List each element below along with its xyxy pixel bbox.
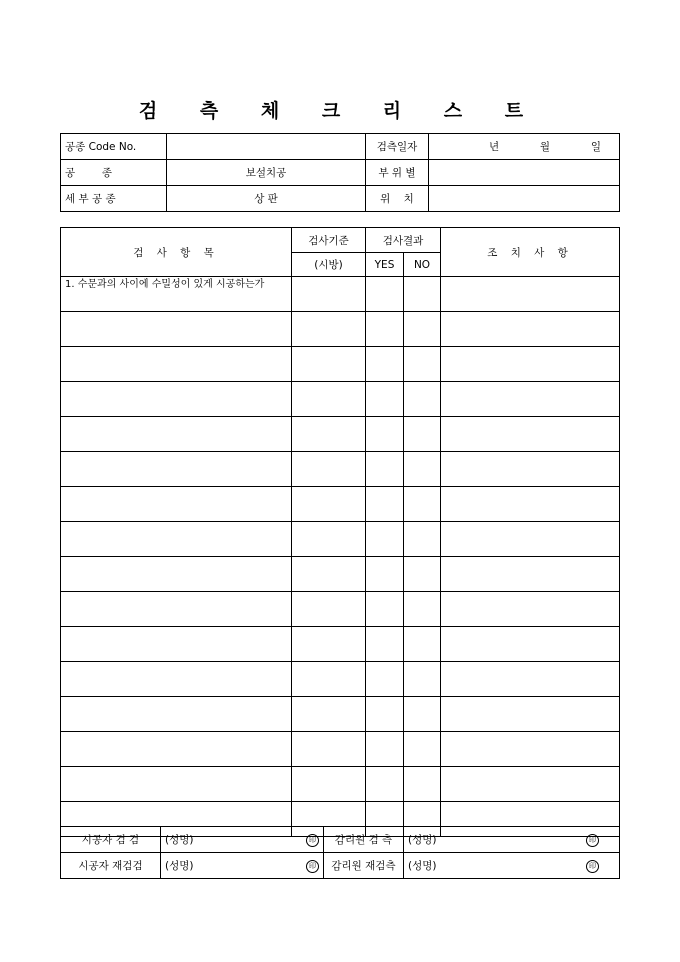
date-value[interactable] [429, 134, 620, 160]
supervisor-inspect-label: 감리원 검 측 [324, 827, 404, 853]
signature-table [60, 826, 620, 879]
code-value[interactable] [167, 134, 366, 160]
date-month: 월 [539, 141, 551, 153]
code-label: 공종 Code No. [61, 134, 167, 160]
name-placeholder: (성명) [408, 860, 437, 872]
col-yes-header: YES [366, 253, 404, 277]
contractor-reinspect-label: 시공자 재검검 [61, 853, 161, 879]
yes-cell[interactable] [366, 417, 404, 452]
standard-cell[interactable] [292, 627, 366, 662]
table-row [61, 312, 620, 347]
action-cell[interactable] [441, 627, 620, 662]
col-result-header: 검사결과 [366, 228, 441, 253]
action-cell[interactable] [441, 277, 620, 312]
location-value[interactable] [429, 186, 620, 212]
col-action-header: 조 치 사 항 [441, 228, 620, 277]
no-cell[interactable] [404, 662, 441, 697]
contractor-reinspect-sign[interactable] [161, 853, 324, 879]
action-cell[interactable] [441, 417, 620, 452]
item-text[interactable]: 1. 수문과의 사이에 수밀성이 있게 시공하는가 [61, 277, 292, 312]
yes-cell[interactable] [366, 382, 404, 417]
action-cell[interactable] [441, 557, 620, 592]
table-row [61, 592, 620, 627]
standard-cell[interactable] [292, 697, 366, 732]
action-cell[interactable] [441, 382, 620, 417]
action-cell[interactable] [441, 592, 620, 627]
action-cell[interactable] [441, 312, 620, 347]
supervisor-reinspect-sign[interactable] [404, 853, 620, 879]
yes-cell[interactable] [366, 697, 404, 732]
action-cell[interactable] [441, 487, 620, 522]
no-cell[interactable] [404, 697, 441, 732]
detail-label: 세 부 공 종 [61, 186, 167, 212]
col-item-header: 검 사 항 목 [61, 228, 292, 277]
supervisor-reinspect-label: 감리원 재검측 [324, 853, 404, 879]
item-text[interactable] [61, 452, 292, 487]
part-label: 부 위 별 [366, 160, 429, 186]
contractor-inspect-sign[interactable] [161, 827, 324, 853]
name-placeholder: (성명) [408, 834, 437, 846]
table-row [61, 452, 620, 487]
header-info-table [60, 133, 620, 212]
item-text[interactable] [61, 522, 292, 557]
standard-cell[interactable] [292, 662, 366, 697]
inspection-table [60, 227, 620, 837]
part-value[interactable] [429, 160, 620, 186]
no-cell[interactable] [404, 312, 441, 347]
item-text[interactable] [61, 592, 292, 627]
name-placeholder: (성명) [165, 834, 194, 846]
no-cell[interactable] [404, 767, 441, 802]
yes-cell[interactable] [366, 487, 404, 522]
table-row [61, 732, 620, 767]
standard-cell[interactable] [292, 767, 366, 802]
item-text[interactable] [61, 487, 292, 522]
yes-cell[interactable] [366, 522, 404, 557]
seal-icon: 印 [586, 860, 599, 873]
table-row [61, 557, 620, 592]
yes-cell[interactable] [366, 312, 404, 347]
date-label: 검측일자 [366, 134, 429, 160]
table-row [61, 277, 620, 312]
col-no-header: NO [404, 253, 441, 277]
standard-cell[interactable] [292, 312, 366, 347]
page-title: 검 측 체 크 리 스 트 [138, 100, 542, 122]
no-cell[interactable] [404, 732, 441, 767]
table-row [61, 382, 620, 417]
item-text[interactable] [61, 382, 292, 417]
seal-icon: 印 [586, 834, 599, 847]
yes-cell[interactable] [366, 627, 404, 662]
work-value[interactable]: 보설치공 [167, 160, 366, 186]
yes-cell[interactable] [366, 592, 404, 627]
action-cell[interactable] [441, 697, 620, 732]
action-cell[interactable] [441, 522, 620, 557]
item-text[interactable] [61, 627, 292, 662]
action-cell[interactable] [441, 662, 620, 697]
seal-icon: 印 [306, 860, 319, 873]
yes-cell[interactable] [366, 732, 404, 767]
action-cell[interactable] [441, 452, 620, 487]
item-text[interactable] [61, 312, 292, 347]
yes-cell[interactable] [366, 452, 404, 487]
yes-cell[interactable] [366, 767, 404, 802]
item-text[interactable] [61, 417, 292, 452]
standard-cell[interactable] [292, 592, 366, 627]
date-year: 년 [489, 141, 500, 153]
standard-cell[interactable] [292, 277, 366, 312]
item-text[interactable] [61, 347, 292, 382]
item-text[interactable] [61, 732, 292, 767]
no-cell[interactable] [404, 277, 441, 312]
table-row [61, 487, 620, 522]
item-text[interactable] [61, 557, 292, 592]
standard-cell[interactable] [292, 347, 366, 382]
col-standard-header-2: (시방) [292, 253, 366, 277]
col-standard-header-1: 검사기준 [292, 228, 366, 253]
detail-value[interactable]: 상 판 [167, 186, 366, 212]
item-text[interactable] [61, 662, 292, 697]
standard-cell[interactable] [292, 487, 366, 522]
standard-cell[interactable] [292, 557, 366, 592]
seal-icon: 印 [306, 834, 319, 847]
no-cell[interactable] [404, 382, 441, 417]
name-placeholder: (성명) [165, 860, 194, 872]
work-label: 공 종 [61, 160, 167, 186]
no-cell[interactable] [404, 487, 441, 522]
no-cell[interactable] [404, 627, 441, 662]
no-cell[interactable] [404, 522, 441, 557]
table-row [61, 662, 620, 697]
item-text[interactable] [61, 767, 292, 802]
date-day: 일 [590, 141, 601, 153]
table-row [61, 627, 620, 662]
table-row [61, 767, 620, 802]
no-cell[interactable] [404, 347, 441, 382]
yes-cell[interactable] [366, 557, 404, 592]
no-cell[interactable] [404, 592, 441, 627]
supervisor-inspect-sign[interactable] [404, 827, 620, 853]
item-text[interactable] [61, 697, 292, 732]
no-cell[interactable] [404, 452, 441, 487]
table-row [61, 697, 620, 732]
action-cell[interactable] [441, 767, 620, 802]
standard-cell[interactable] [292, 732, 366, 767]
table-row [61, 417, 620, 452]
standard-cell[interactable] [292, 522, 366, 557]
location-label: 위 치 [366, 186, 429, 212]
no-cell[interactable] [404, 417, 441, 452]
yes-cell[interactable] [366, 662, 404, 697]
no-cell[interactable] [404, 557, 441, 592]
action-cell[interactable] [441, 732, 620, 767]
standard-cell[interactable] [292, 382, 366, 417]
standard-cell[interactable] [292, 417, 366, 452]
table-row [61, 522, 620, 557]
table-row [61, 347, 620, 382]
yes-cell[interactable] [366, 347, 404, 382]
standard-cell[interactable] [292, 452, 366, 487]
contractor-inspect-label: 시공자 검 검 [61, 827, 161, 853]
yes-cell[interactable] [366, 277, 404, 312]
action-cell[interactable] [441, 347, 620, 382]
